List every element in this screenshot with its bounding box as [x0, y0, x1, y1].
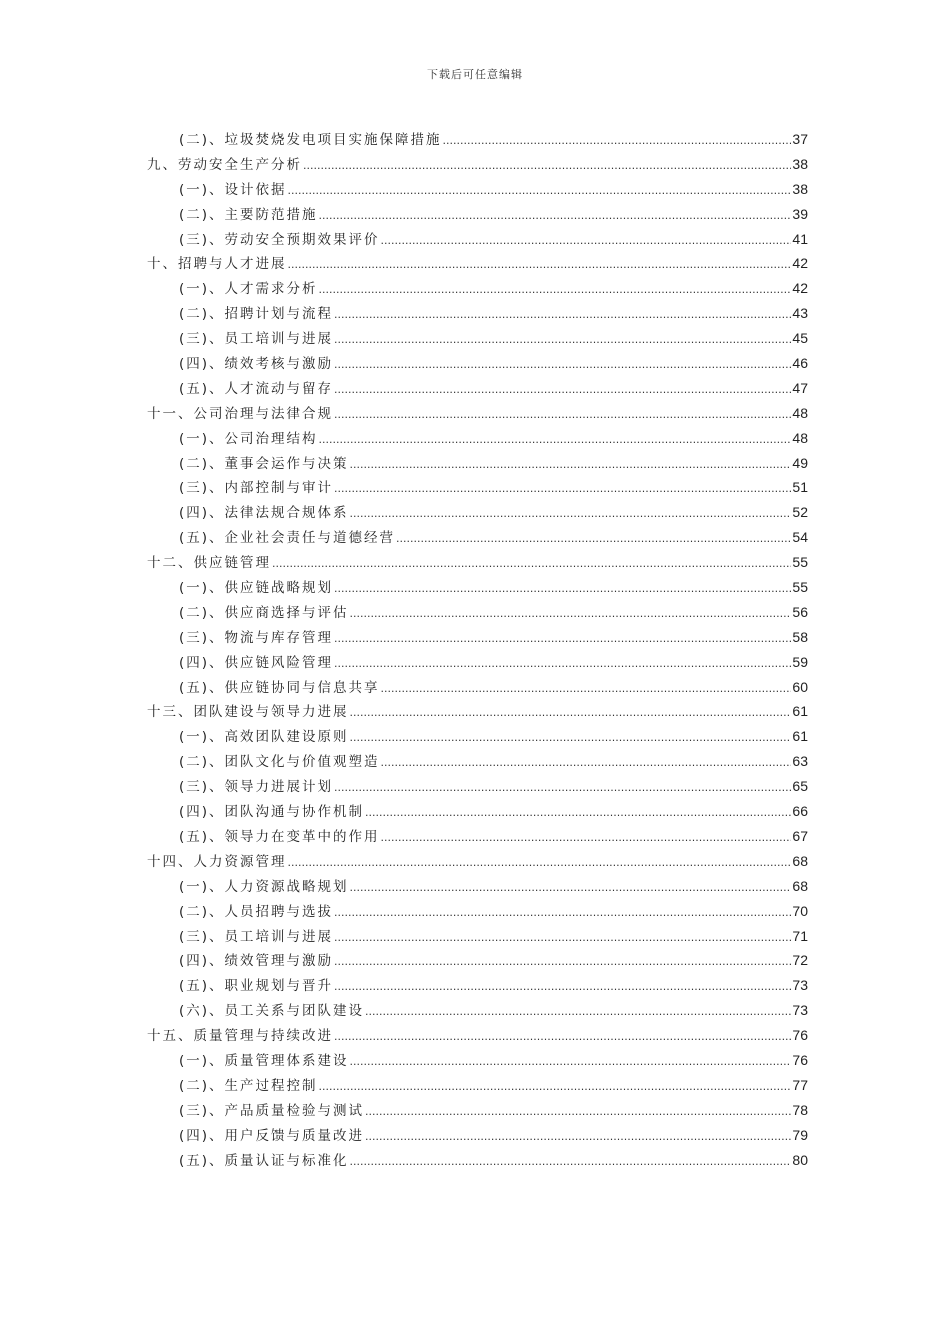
toc-dot-leader [350, 502, 792, 527]
toc-section-entry[interactable] [147, 1048, 808, 1073]
toc-dot-leader [365, 1000, 791, 1025]
toc-entry-title: (五)、供应链协同与信息共享 [179, 679, 380, 696]
toc-page-number: 47 [792, 379, 808, 396]
toc-page-number: 76 [792, 1027, 808, 1044]
toc-entry-title: (五)、人才流动与留存 [179, 380, 334, 397]
toc-dot-leader [319, 428, 792, 453]
toc-page-number: 56 [792, 603, 808, 620]
toc-section-entry[interactable] [147, 276, 808, 301]
toc-section-entry[interactable] [147, 127, 808, 152]
toc-entry-title: (一)、人才需求分析 [179, 281, 318, 298]
toc-section-entry[interactable] [147, 1148, 808, 1173]
toc-chapter-entry[interactable] [147, 401, 808, 426]
toc-section-entry[interactable] [147, 326, 808, 351]
toc-chapter-entry[interactable] [147, 550, 808, 575]
toc-section-entry[interactable] [147, 1123, 808, 1148]
toc-section-entry[interactable] [147, 575, 808, 600]
toc-page-number: 38 [792, 155, 808, 172]
toc-entry-title: (二)、垃圾焚烧发电项目实施保障措施 [179, 132, 442, 148]
toc-entry-title: (五)、质量认证与标准化 [179, 1152, 349, 1169]
toc-section-entry[interactable] [147, 724, 808, 749]
toc-page-number: 77 [792, 1076, 808, 1093]
toc-entry-title: (四)、绩效管理与激励 [179, 953, 334, 970]
toc-dot-leader [288, 253, 792, 278]
toc-page-number: 42 [792, 255, 808, 272]
toc-dot-leader [350, 726, 792, 751]
toc-dot-leader [334, 353, 791, 378]
toc-entry-title: (三)、产品质量检验与测试 [179, 1102, 365, 1119]
table-of-contents [147, 127, 808, 1172]
toc-entry-title: (二)、主要防范措施 [179, 206, 318, 223]
toc-dot-leader [334, 950, 791, 975]
toc-dot-leader [381, 751, 792, 776]
toc-page-number: 68 [792, 877, 808, 894]
toc-section-entry[interactable] [147, 998, 808, 1023]
toc-dot-leader [365, 1125, 791, 1150]
toc-section-entry[interactable] [147, 899, 808, 924]
toc-entry-title: (一)、质量管理体系建设 [179, 1052, 349, 1069]
toc-page-number: 76 [792, 1051, 808, 1068]
toc-section-entry[interactable] [147, 675, 808, 700]
toc-entry-title: (三)、领导力进展计划 [179, 779, 334, 796]
toc-page-number: 39 [792, 205, 808, 222]
toc-entry-title: (三)、员工培训与进展 [179, 928, 334, 945]
toc-entry-title: (三)、内部控制与审计 [179, 480, 334, 497]
toc-page-number: 58 [792, 628, 808, 645]
toc-chapter-entry[interactable] [147, 1023, 808, 1048]
toc-dot-leader [381, 826, 792, 851]
toc-section-entry[interactable] [147, 948, 808, 973]
toc-section-entry[interactable] [147, 1098, 808, 1123]
toc-dot-leader [350, 1150, 792, 1175]
toc-entry-title: 九、劳动安全生产分析 [147, 156, 302, 173]
toc-page-number: 48 [792, 429, 808, 446]
toc-entry-title: 十、招聘与人才进展 [147, 256, 287, 273]
toc-page-number: 48 [792, 404, 808, 421]
toc-dot-leader [334, 975, 791, 1000]
toc-section-entry[interactable] [147, 451, 808, 476]
toc-section-entry[interactable] [147, 525, 808, 550]
toc-chapter-entry[interactable] [147, 152, 808, 177]
toc-entry-title: (四)、用户反馈与质量改进 [179, 1127, 365, 1144]
toc-section-entry[interactable] [147, 874, 808, 899]
toc-entry-title: 十一、公司治理与法律合规 [147, 405, 333, 422]
page-header: 下载后可任意编辑 [427, 68, 523, 81]
toc-page-number: 61 [792, 728, 808, 745]
toc-page-number: 38 [792, 180, 808, 197]
toc-section-entry[interactable] [147, 376, 808, 401]
toc-chapter-entry[interactable] [147, 849, 808, 874]
toc-entry-title: (一)、公司治理结构 [179, 430, 318, 447]
toc-page-number: 79 [792, 1126, 808, 1143]
toc-dot-leader [381, 229, 792, 254]
toc-dot-leader [350, 602, 792, 627]
toc-section-entry[interactable] [147, 500, 808, 525]
toc-entry-title: (二)、供应商选择与评估 [179, 604, 349, 621]
toc-dot-leader [350, 1050, 792, 1075]
toc-section-entry[interactable] [147, 824, 808, 849]
toc-dot-leader [334, 577, 791, 602]
toc-dot-leader [334, 1025, 791, 1050]
toc-page-number: 54 [792, 529, 808, 546]
toc-dot-leader [334, 328, 791, 353]
toc-section-entry[interactable] [147, 177, 808, 202]
toc-entry-title: (五)、职业规划与晋升 [179, 978, 334, 995]
toc-section-entry[interactable] [147, 202, 808, 227]
toc-entry-title: 十二、供应链管理 [147, 555, 271, 572]
toc-entry-title: (六)、员工关系与团队建设 [179, 1003, 365, 1020]
toc-entry-title: (五)、领导力在变革中的作用 [179, 828, 380, 845]
toc-section-entry[interactable] [147, 774, 808, 799]
toc-section-entry[interactable] [147, 475, 808, 500]
toc-page-number: 72 [792, 952, 808, 969]
toc-dot-leader [396, 527, 791, 552]
toc-page-number: 71 [792, 927, 808, 944]
toc-entry-title: (二)、董事会运作与决策 [179, 455, 349, 472]
toc-page-number: 41 [792, 230, 808, 247]
toc-dot-leader [334, 776, 791, 801]
toc-section-entry[interactable] [147, 973, 808, 998]
toc-page-number: 60 [792, 678, 808, 695]
toc-dot-leader [365, 1100, 791, 1125]
toc-dot-leader [334, 303, 791, 328]
toc-section-entry[interactable] [147, 600, 808, 625]
toc-dot-leader [334, 403, 791, 428]
toc-dot-leader [334, 378, 791, 403]
toc-dot-leader [334, 926, 791, 951]
toc-page-number: 61 [792, 703, 808, 720]
toc-chapter-entry[interactable] [147, 699, 808, 724]
toc-section-entry[interactable] [147, 650, 808, 675]
toc-dot-leader [272, 552, 791, 577]
toc-entry-title: (一)、高效团队建设原则 [179, 729, 349, 746]
toc-entry-title: (三)、劳动安全预期效果评价 [179, 231, 380, 248]
toc-dot-leader [443, 129, 792, 154]
toc-section-entry[interactable] [147, 301, 808, 326]
toc-page-number: 78 [792, 1101, 808, 1118]
toc-section-entry[interactable] [147, 227, 808, 252]
toc-section-entry[interactable] [147, 749, 808, 774]
toc-entry-title: (五)、企业社会责任与道德经营 [179, 530, 396, 547]
toc-dot-leader [288, 179, 792, 204]
toc-page-number: 63 [792, 753, 808, 770]
toc-dot-leader [319, 204, 792, 229]
toc-entry-title: (二)、团队文化与价值观塑造 [179, 754, 380, 771]
toc-page-number: 49 [792, 454, 808, 471]
toc-dot-leader [334, 901, 791, 926]
toc-entry-title: (二)、生产过程控制 [179, 1077, 318, 1094]
toc-page-number: 42 [792, 280, 808, 297]
toc-page-number: 45 [792, 330, 808, 347]
toc-entry-title: (二)、人员招聘与选拔 [179, 903, 334, 920]
toc-dot-leader [319, 1075, 792, 1100]
toc-page-number: 46 [792, 355, 808, 372]
toc-page-number: 52 [792, 504, 808, 521]
toc-entry-title: 十三、团队建设与领导力进展 [147, 704, 349, 721]
toc-page-number: 51 [792, 479, 808, 496]
toc-dot-leader [365, 801, 791, 826]
toc-dot-leader [381, 677, 792, 702]
toc-entry-title: (一)、供应链战略规划 [179, 580, 334, 597]
toc-page-number: 73 [792, 1002, 808, 1019]
toc-dot-leader [334, 627, 791, 652]
toc-entry-title: (二)、招聘计划与流程 [179, 306, 334, 323]
toc-page-number: 68 [792, 852, 808, 869]
toc-entry-title: (四)、供应链风险管理 [179, 654, 334, 671]
toc-dot-leader [303, 154, 791, 179]
toc-entry-title: 十四、人力资源管理 [147, 853, 287, 870]
toc-dot-leader [334, 477, 791, 502]
toc-entry-title: 十五、质量管理与持续改进 [147, 1028, 333, 1045]
toc-page-number: 66 [792, 803, 808, 820]
toc-section-entry[interactable] [147, 924, 808, 949]
toc-page-number: 73 [792, 977, 808, 994]
toc-page-number: 55 [792, 554, 808, 571]
toc-chapter-entry[interactable] [147, 251, 808, 276]
toc-dot-leader [350, 876, 792, 901]
toc-entry-title: (一)、人力资源战略规划 [179, 878, 349, 895]
toc-page-number: 67 [792, 827, 808, 844]
toc-page-number: 70 [792, 902, 808, 919]
toc-dot-leader [288, 851, 792, 876]
toc-page-number: 55 [792, 579, 808, 596]
toc-page-number: 59 [792, 653, 808, 670]
toc-dot-leader [350, 701, 792, 726]
toc-dot-leader [350, 453, 792, 478]
toc-section-entry[interactable] [147, 351, 808, 376]
toc-section-entry[interactable] [147, 426, 808, 451]
toc-page-number: 43 [792, 305, 808, 322]
toc-section-entry[interactable] [147, 799, 808, 824]
toc-entry-title: (三)、物流与库存管理 [179, 629, 334, 646]
toc-entry-title: (四)、法律法规合规体系 [179, 505, 349, 522]
toc-entry-title: (三)、员工培训与进展 [179, 331, 334, 348]
toc-page-number: 65 [792, 778, 808, 795]
toc-entry-title: (一)、设计依据 [179, 181, 287, 198]
toc-section-entry[interactable] [147, 625, 808, 650]
toc-dot-leader [319, 278, 792, 303]
toc-dot-leader [334, 652, 791, 677]
toc-page-number: 37 [792, 131, 808, 147]
toc-entry-title: (四)、绩效考核与激励 [179, 356, 334, 373]
toc-page-number: 80 [792, 1151, 808, 1168]
toc-entry-title: (四)、团队沟通与协作机制 [179, 804, 365, 821]
toc-section-entry[interactable] [147, 1073, 808, 1098]
